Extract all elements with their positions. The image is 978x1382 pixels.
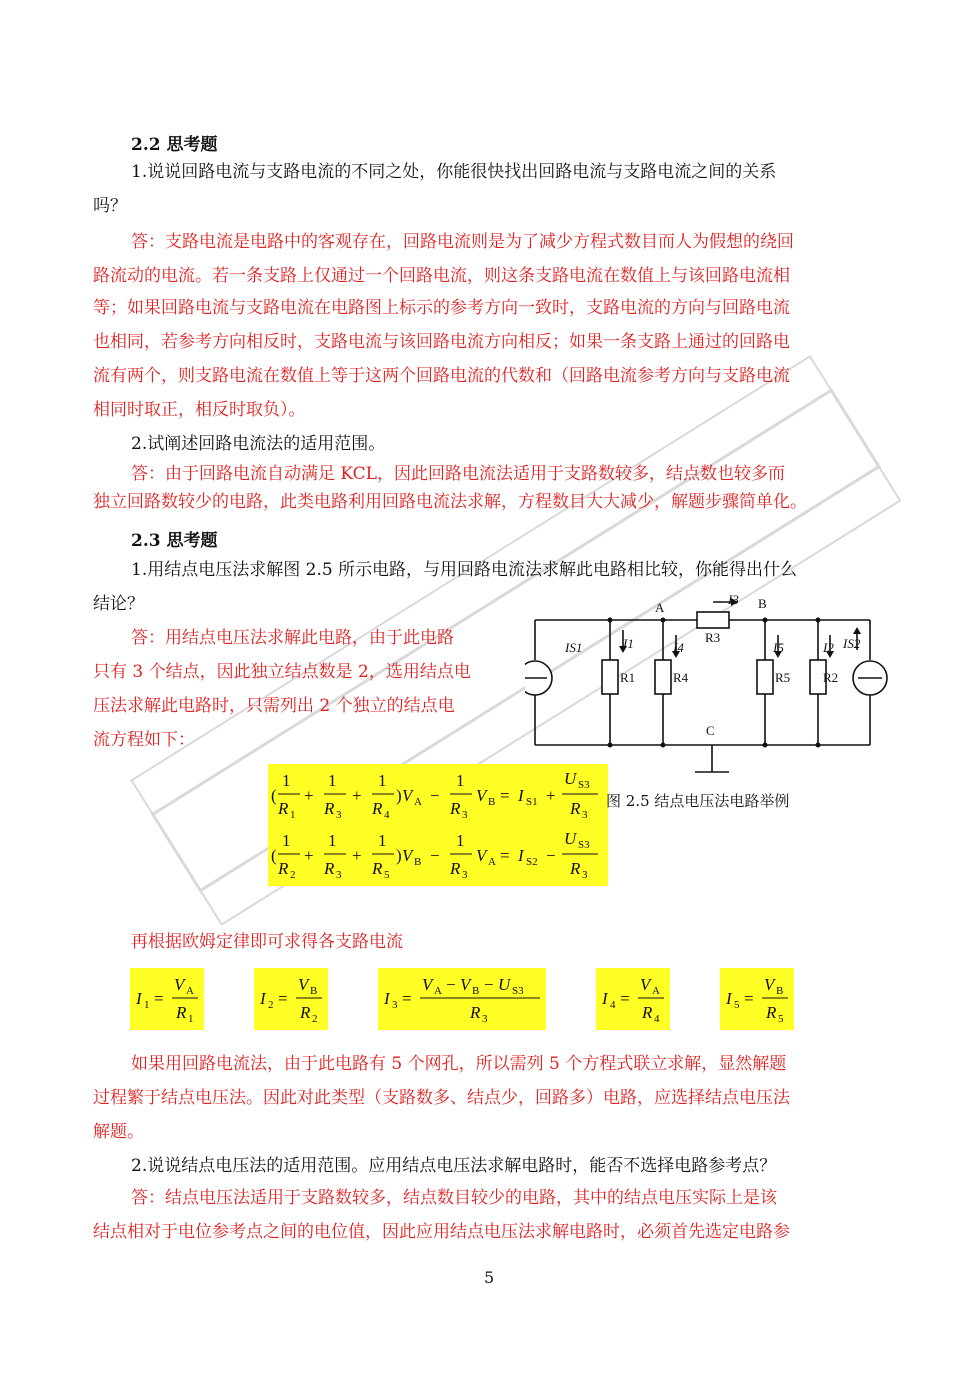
answer-line: 如果用回路电流法，由于此电路有 5 个网孔，所以需列 5 个方程式联立求解，显然解题: [131, 1054, 787, 1074]
svg-text:+: +: [304, 846, 314, 865]
svg-text:I: I: [602, 989, 608, 1008]
svg-text:A: A: [488, 856, 496, 868]
svg-text:3: 3: [462, 869, 468, 881]
svg-text:V: V: [298, 975, 309, 994]
svg-text:V: V: [640, 975, 651, 994]
svg-text:1: 1: [188, 1013, 194, 1025]
svg-text:R: R: [278, 799, 289, 818]
svg-text:3: 3: [336, 809, 342, 821]
node-label-a: A: [655, 600, 665, 615]
svg-text:1: 1: [378, 771, 387, 790]
svg-text:−: −: [446, 975, 456, 994]
question-text: 1.说说回路电流与支路电流的不同之处，你能很快找出回路电流与支路电流之间的关系: [131, 162, 777, 182]
svg-text:2: 2: [268, 999, 274, 1011]
section-heading-2-2: 2.2 思考题: [131, 135, 218, 155]
label-r5: R5: [775, 670, 791, 685]
svg-text:A: A: [434, 985, 442, 997]
label-i1: I1: [623, 636, 634, 651]
svg-text:3: 3: [462, 809, 468, 821]
svg-text:V: V: [402, 786, 413, 805]
svg-text:R: R: [324, 799, 335, 818]
answer-line: 相同时取正，相反时取负）。: [93, 400, 306, 420]
svg-text:U: U: [564, 769, 577, 788]
question-text: 结论？: [93, 594, 144, 614]
svg-text:1: 1: [282, 771, 291, 790]
svg-text:5: 5: [734, 999, 740, 1011]
label-r2: R2: [823, 670, 839, 685]
node-equations: [268, 764, 608, 886]
svg-text:1: 1: [456, 831, 465, 850]
label-r3: R3: [705, 630, 721, 645]
svg-text:I: I: [384, 989, 390, 1008]
svg-text:R: R: [324, 859, 335, 878]
svg-text:S2: S2: [526, 856, 538, 868]
svg-text:3: 3: [482, 1013, 488, 1025]
svg-text:R: R: [470, 1003, 481, 1022]
svg-text:1: 1: [378, 831, 387, 850]
answer-line: 路流动的电流。若一条支路上仅通过一个回路电流，则这条支路电流在数值上与该回路电流相: [93, 266, 790, 286]
svg-text:): ): [396, 846, 402, 865]
svg-text:I: I: [518, 846, 524, 865]
node-label-b: B: [758, 596, 767, 611]
svg-text:S3: S3: [578, 779, 590, 791]
svg-text:V: V: [764, 975, 775, 994]
label-i5: I5: [773, 640, 784, 655]
svg-text:2: 2: [290, 869, 296, 881]
svg-text:+: +: [304, 786, 314, 805]
svg-text:I: I: [726, 989, 732, 1008]
question-text: 吗？: [93, 196, 127, 216]
answer-line: 等；如果回路电流与支路电流在电路图上标示的参考方向一致时，支路电流的方向与回路电流: [93, 298, 790, 318]
answer-line: 流有两个，则支路电流在数值上等于这两个回路电流的代数和（回路电流参考方向与支路电流: [93, 366, 790, 386]
svg-text:V: V: [460, 975, 471, 994]
answer-line: 答：结点电压法适用于支路数较多，结点数目较少的电路，其中的结点电压实际上是该: [131, 1188, 777, 1208]
answer-line: 再根据欧姆定律即可求得各支路电流: [131, 932, 403, 952]
branch-current-equations: [130, 968, 800, 1030]
svg-text:=: =: [154, 989, 164, 1008]
svg-text:S3: S3: [578, 839, 590, 851]
svg-text:=: =: [744, 989, 754, 1008]
svg-text:B: B: [472, 985, 480, 997]
svg-text:I: I: [518, 786, 524, 805]
svg-text:=: =: [620, 989, 630, 1008]
label-r1: R1: [620, 670, 636, 685]
svg-text:R: R: [570, 859, 581, 878]
svg-text:5: 5: [778, 1013, 784, 1025]
svg-text:R: R: [450, 799, 461, 818]
answer-line: 结点相对于电位参考点之间的电位值，因此应用结点电压法求解电路时，必须首先选定电路参: [93, 1222, 790, 1242]
svg-text:R: R: [570, 799, 581, 818]
svg-text:1: 1: [290, 809, 296, 821]
svg-text:S3: S3: [512, 985, 524, 997]
label-i3: I3: [728, 592, 739, 607]
question-text: 1.用结点电压法求解图 2.5 所示电路，与用回路电流法求解此电路相比较，你能得出什么: [131, 560, 798, 580]
svg-text:B: B: [488, 796, 496, 808]
svg-text:R: R: [372, 799, 383, 818]
svg-text:=: =: [402, 989, 412, 1008]
svg-text:V: V: [402, 846, 413, 865]
svg-text:R: R: [450, 859, 461, 878]
svg-text:I: I: [136, 989, 142, 1008]
svg-text:−: −: [430, 846, 440, 865]
answer-line: 过程繁于结点电压法。因此对此类型（支路数多、结点少，回路多）电路，应选择结点电压法: [93, 1088, 790, 1108]
answer-line: 流方程如下：: [93, 730, 195, 750]
answer-line: 压法求解此电路时，只需列出 2 个独立的结点电: [93, 696, 455, 716]
answer-line: 解题。: [93, 1122, 144, 1142]
svg-text:U: U: [498, 975, 511, 994]
svg-text:I: I: [260, 989, 266, 1008]
svg-text:−: −: [546, 846, 556, 865]
svg-text:1: 1: [282, 831, 291, 850]
label-is1: IS1: [565, 640, 583, 655]
svg-text:R: R: [372, 859, 383, 878]
page-number: 5: [484, 1268, 495, 1287]
answer-line: 也相同，若参考方向相反时，支路电流与该回路电流方向相反；如果一条支路上通过的回路电: [93, 332, 790, 352]
svg-text:4: 4: [384, 809, 390, 821]
svg-text:U: U: [564, 829, 577, 848]
svg-text:=: =: [278, 989, 288, 1008]
question-text: 2.说说结点电压法的适用范围。应用结点电压法求解电路时，能否不选择电路参考点？: [131, 1156, 777, 1176]
svg-text:4: 4: [654, 1013, 660, 1025]
section-heading-2-3: 2.3 思考题: [131, 531, 218, 551]
svg-text:1: 1: [456, 771, 465, 790]
figure-caption: 图 2.5 结点电压法电路举例: [606, 792, 790, 810]
svg-text:+: +: [352, 846, 362, 865]
svg-text:S1: S1: [526, 796, 538, 808]
label-is2: IS2: [843, 636, 861, 651]
svg-text:(: (: [271, 786, 277, 805]
answer-line: 答：支路电流是电路中的客观存在，回路电流则是为了减少方程式数目而人为假想的绕回: [131, 232, 794, 252]
answer-line: 答：用结点电压法求解此电路，由于此电路: [131, 628, 454, 648]
svg-text:A: A: [186, 985, 194, 997]
svg-text:R: R: [176, 1003, 187, 1022]
svg-text:2: 2: [312, 1013, 318, 1025]
svg-text:R: R: [300, 1003, 311, 1022]
answer-line: 答：由于回路电流自动满足 KCL，因此回路电流法适用于支路数较多，结点数也较多而: [131, 464, 785, 484]
svg-text:5: 5: [384, 869, 390, 881]
svg-text:A: A: [414, 796, 422, 808]
svg-text:=: =: [500, 786, 510, 805]
svg-text:−: −: [430, 786, 440, 805]
question-text: 2.试阐述回路电流法的适用范围。: [131, 434, 386, 454]
svg-text:B: B: [310, 985, 318, 997]
svg-text:3: 3: [392, 999, 398, 1011]
svg-text:1: 1: [144, 999, 150, 1011]
circuit-diagram: [525, 590, 895, 780]
svg-text:=: =: [500, 846, 510, 865]
answer-line: 独立回路数较少的电路，此类电路利用回路电流法求解，方程数目大大减少，解题步骤简单化。: [93, 492, 807, 512]
svg-text:3: 3: [582, 809, 588, 821]
label-i4: I4: [673, 640, 684, 655]
answer-line: 只有 3 个结点，因此独立结点数是 2，选用结点电: [93, 662, 471, 682]
svg-text:V: V: [476, 846, 487, 865]
svg-text:+: +: [546, 786, 556, 805]
svg-text:R: R: [278, 859, 289, 878]
svg-text:4: 4: [610, 999, 616, 1011]
node-label-c: C: [706, 723, 715, 738]
svg-text:−: −: [484, 975, 494, 994]
svg-text:1: 1: [328, 771, 337, 790]
svg-text:R: R: [642, 1003, 653, 1022]
svg-text:3: 3: [582, 869, 588, 881]
svg-text:R: R: [766, 1003, 777, 1022]
svg-text:3: 3: [336, 869, 342, 881]
svg-text:V: V: [422, 975, 433, 994]
svg-text:(: (: [271, 846, 277, 865]
svg-text:1: 1: [328, 831, 337, 850]
svg-text:A: A: [652, 985, 660, 997]
svg-text:B: B: [776, 985, 784, 997]
label-i2: I2: [823, 640, 834, 655]
svg-text:B: B: [414, 856, 422, 868]
label-r4: R4: [673, 670, 689, 685]
svg-text:V: V: [174, 975, 185, 994]
svg-text:): ): [396, 786, 402, 805]
svg-text:V: V: [476, 786, 487, 805]
svg-text:+: +: [352, 786, 362, 805]
